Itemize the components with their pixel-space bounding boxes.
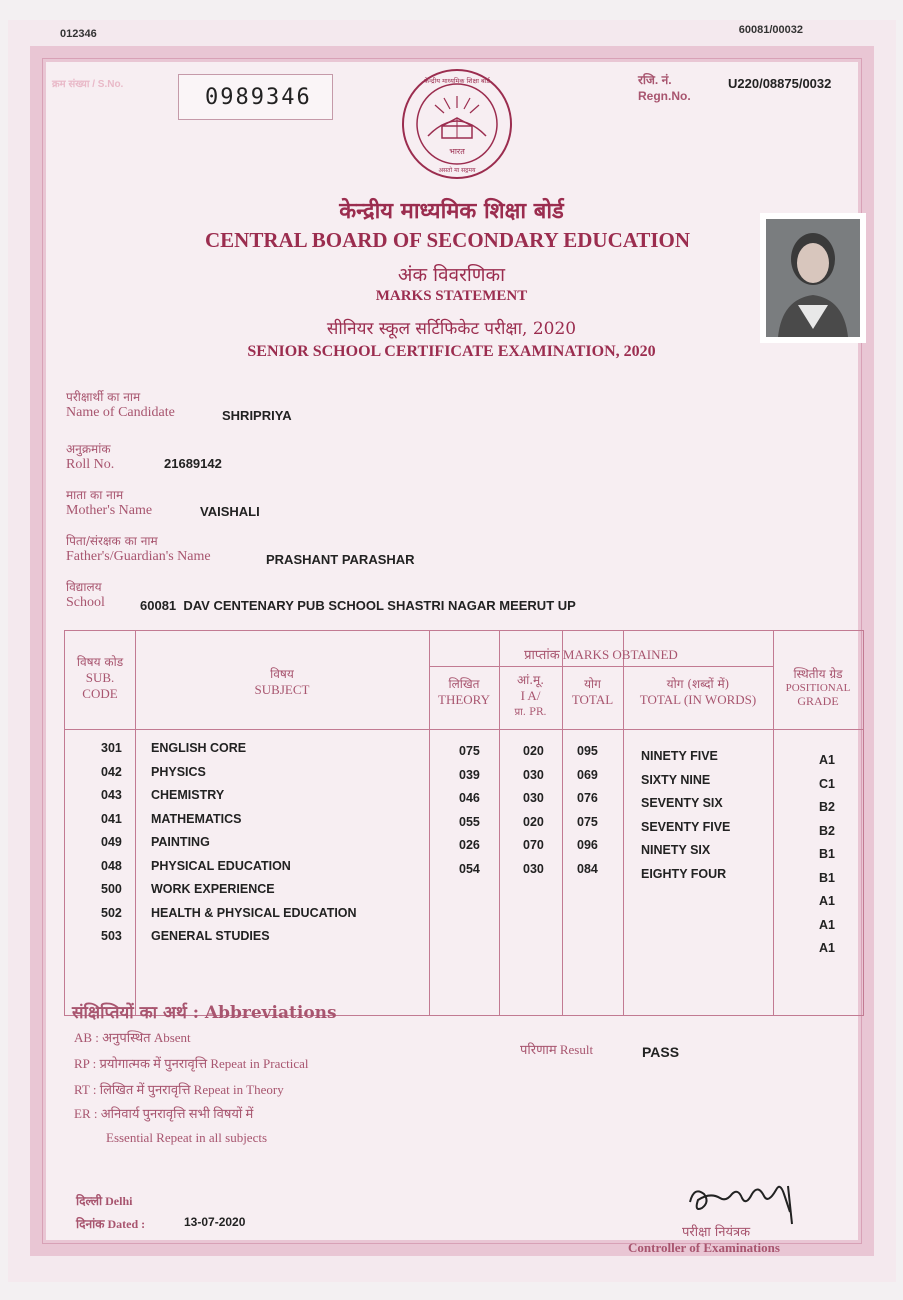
cell-subject: WORK EXPERIENCE bbox=[151, 882, 275, 896]
cell-grade: A1 bbox=[819, 753, 835, 767]
cell-theory: 039 bbox=[459, 767, 480, 782]
cell-words: SEVENTY SIX bbox=[641, 796, 723, 810]
cell-ia: 030 bbox=[523, 791, 544, 805]
cell-ia: 070 bbox=[523, 838, 544, 852]
logo-text-top: केन्द्रीय माध्यमिक शिक्षा बोर्ड bbox=[424, 77, 490, 85]
school-label-hindi: विद्यालय bbox=[66, 580, 102, 594]
cell-subject: GENERAL STUDIES bbox=[151, 929, 270, 943]
sr-no-label: क्रम संख्या / S.No. bbox=[52, 79, 124, 90]
cell-total: 095 bbox=[577, 744, 598, 758]
candidate-name-block bbox=[66, 388, 175, 421]
cell-total: 076 bbox=[577, 791, 598, 805]
board-name-hindi: केन्द्रीय माध्यमिक शिक्षा बोर्ड bbox=[339, 198, 564, 224]
abbr-er-en: Essential Repeat in all subjects bbox=[106, 1130, 268, 1145]
serial-top-left: 012346 bbox=[60, 28, 97, 40]
cell-grade: A1 bbox=[819, 941, 835, 955]
marks-table bbox=[64, 630, 864, 1016]
header-positional-grade: स्थितीय ग्रेड POSITIONAL GRADE bbox=[785, 667, 851, 708]
cell-subject: MATHEMATICS bbox=[151, 811, 242, 826]
cell-code: 048 bbox=[101, 858, 122, 873]
header-ia-pr: आं.मू. I A/ प्रा. PR. bbox=[514, 673, 547, 718]
mother-block bbox=[66, 486, 152, 519]
logo-text-mid: भारत bbox=[449, 147, 465, 156]
dated-label: दिनांक Dated : bbox=[76, 1217, 146, 1231]
cell-theory: 055 bbox=[459, 814, 480, 829]
regn-label-hi: रजि. नं. bbox=[638, 73, 672, 87]
cell-code: 500 bbox=[101, 882, 122, 896]
school-label-english: School bbox=[66, 595, 105, 610]
cell-subject: HEALTH & PHYSICAL EDUCATION bbox=[151, 905, 357, 920]
header-subject: विषय SUBJECT bbox=[254, 667, 310, 697]
controller-title-english: Controller of Examinations bbox=[628, 1240, 780, 1255]
cell-grade: C1 bbox=[819, 776, 835, 791]
cell-ia: 020 bbox=[523, 744, 544, 758]
mother-name: VAISHALI bbox=[200, 504, 260, 519]
header-marks-obtained: प्राप्तांक MARKS OBTAINED bbox=[524, 647, 678, 662]
candidate-name: SHRIPRIYA bbox=[222, 408, 292, 423]
cell-total: 096 bbox=[577, 838, 598, 852]
board-name-english: CENTRAL BOARD OF SECONDARY EDUCATION bbox=[204, 228, 691, 252]
candidate-photo bbox=[760, 213, 866, 343]
header-theory: लिखित THEORY bbox=[438, 677, 490, 707]
cell-words: SIXTY NINE bbox=[641, 772, 711, 787]
logo-text-bottom: असतो मा सद्गमय bbox=[438, 167, 476, 174]
roll-number: 21689142 bbox=[164, 456, 222, 471]
regn-label-en: Regn.No. bbox=[638, 89, 691, 103]
roll-block bbox=[66, 440, 114, 473]
cell-code: 503 bbox=[101, 929, 122, 943]
cell-theory: 075 bbox=[459, 744, 480, 758]
cell-words: SEVENTY FIVE bbox=[641, 819, 731, 834]
cbse-logo-icon bbox=[398, 66, 516, 186]
cell-subject: ENGLISH CORE bbox=[151, 741, 247, 755]
serial-top-right: 60081/00032 bbox=[738, 24, 803, 36]
cell-subject: PHYSICAL EDUCATION bbox=[151, 858, 291, 873]
cell-subject: PHYSICS bbox=[151, 764, 206, 779]
exam-name-hindi: सीनियर स्कूल सर्टिफिकेट परीक्षा, 2020 bbox=[326, 319, 577, 339]
cell-grade: A1 bbox=[819, 894, 835, 908]
cell-code: 041 bbox=[101, 811, 122, 826]
cell-subject: PAINTING bbox=[151, 835, 210, 849]
cell-grade: A1 bbox=[819, 917, 835, 932]
header-sub-code: विषय कोड SUB. CODE bbox=[76, 655, 124, 701]
cell-theory: 026 bbox=[459, 838, 480, 852]
abbreviations-title: संक्षिप्तियों का अर्थ : Abbreviations bbox=[72, 1003, 337, 1023]
cell-theory: 054 bbox=[459, 861, 480, 876]
abbr-rt: RT : लिखित में पुनरावृत्ति Repeat in Theory bbox=[74, 1082, 284, 1097]
cell-words: EIGHTY FOUR bbox=[641, 866, 727, 881]
cell-ia: 030 bbox=[523, 861, 544, 876]
cell-grade: B2 bbox=[819, 800, 835, 814]
cell-code: 043 bbox=[101, 788, 122, 802]
cell-code: 502 bbox=[101, 905, 122, 920]
cell-ia: 020 bbox=[523, 814, 544, 829]
cell-subject: CHEMISTRY bbox=[151, 788, 225, 802]
cell-total: 069 bbox=[577, 767, 598, 782]
father-name: PRASHANT PARASHAR bbox=[266, 552, 415, 567]
regn-label bbox=[638, 72, 691, 104]
school-block bbox=[66, 578, 105, 611]
mother-label-english: Mother's Name bbox=[66, 503, 153, 518]
doc-title-hindi: अंक विवरणिका bbox=[397, 264, 506, 286]
cell-code: 049 bbox=[101, 835, 122, 849]
abbr-rp: RP : प्रयोगात्मक में पुनरावृत्ति Repeat in Practical bbox=[74, 1056, 309, 1071]
roll-label-english: Roll No. bbox=[66, 457, 115, 472]
place-label: दिल्ली Delhi bbox=[76, 1194, 133, 1208]
controller-signature bbox=[680, 1172, 800, 1228]
cell-code: 042 bbox=[101, 764, 122, 779]
dated-value: 13-07-2020 bbox=[184, 1215, 246, 1229]
result-label: परिणाम Result bbox=[520, 1042, 594, 1057]
controller-title-hindi: परीक्षा नियंत्रक bbox=[682, 1225, 751, 1240]
name-label-english: Name of Candidate bbox=[66, 405, 175, 420]
cell-grade: B1 bbox=[819, 870, 835, 885]
roll-label-hindi: अनुक्रमांक bbox=[66, 442, 111, 456]
cell-ia: 030 bbox=[523, 767, 544, 782]
name-label-hindi: परीक्षार्थी का नाम bbox=[66, 390, 141, 404]
abbr-er: ER : अनिवार्य पुनरावृत्ति सभी विषयों में bbox=[74, 1106, 254, 1121]
header-total-words: योग (शब्दों में) TOTAL (IN WORDS) bbox=[639, 677, 757, 707]
doc-title-english: MARKS STATEMENT bbox=[375, 288, 528, 304]
school-name: 60081 DAV CENTENARY PUB SCHOOL SHASTRI NAGAR MEERUT UP bbox=[140, 598, 576, 613]
cell-grade: B1 bbox=[819, 847, 835, 861]
sr-no-box: 0989346 bbox=[178, 74, 333, 120]
abbr-ab: AB : अनुपस्थित Absent bbox=[74, 1030, 191, 1045]
father-label-english: Father's/Guardian's Name bbox=[66, 549, 211, 564]
header-total: योग TOTAL bbox=[571, 677, 614, 707]
cell-words: NINETY SIX bbox=[641, 843, 711, 857]
cell-total: 084 bbox=[577, 861, 598, 876]
cell-code: 301 bbox=[101, 741, 122, 755]
mother-label-hindi: माता का नाम bbox=[66, 488, 124, 502]
result-value: PASS bbox=[642, 1044, 680, 1060]
exam-name-english: SENIOR SCHOOL CERTIFICATE EXAMINATION, 2020 bbox=[247, 343, 656, 360]
father-label-hindi: पिता/संरक्षक का नाम bbox=[66, 534, 158, 548]
cell-words: NINETY FIVE bbox=[641, 749, 718, 763]
cell-grade: B2 bbox=[819, 823, 835, 838]
cell-theory: 046 bbox=[459, 791, 480, 805]
father-block bbox=[66, 532, 211, 565]
cell-total: 075 bbox=[577, 814, 598, 829]
regn-number: U220/08875/0032 bbox=[728, 76, 832, 91]
